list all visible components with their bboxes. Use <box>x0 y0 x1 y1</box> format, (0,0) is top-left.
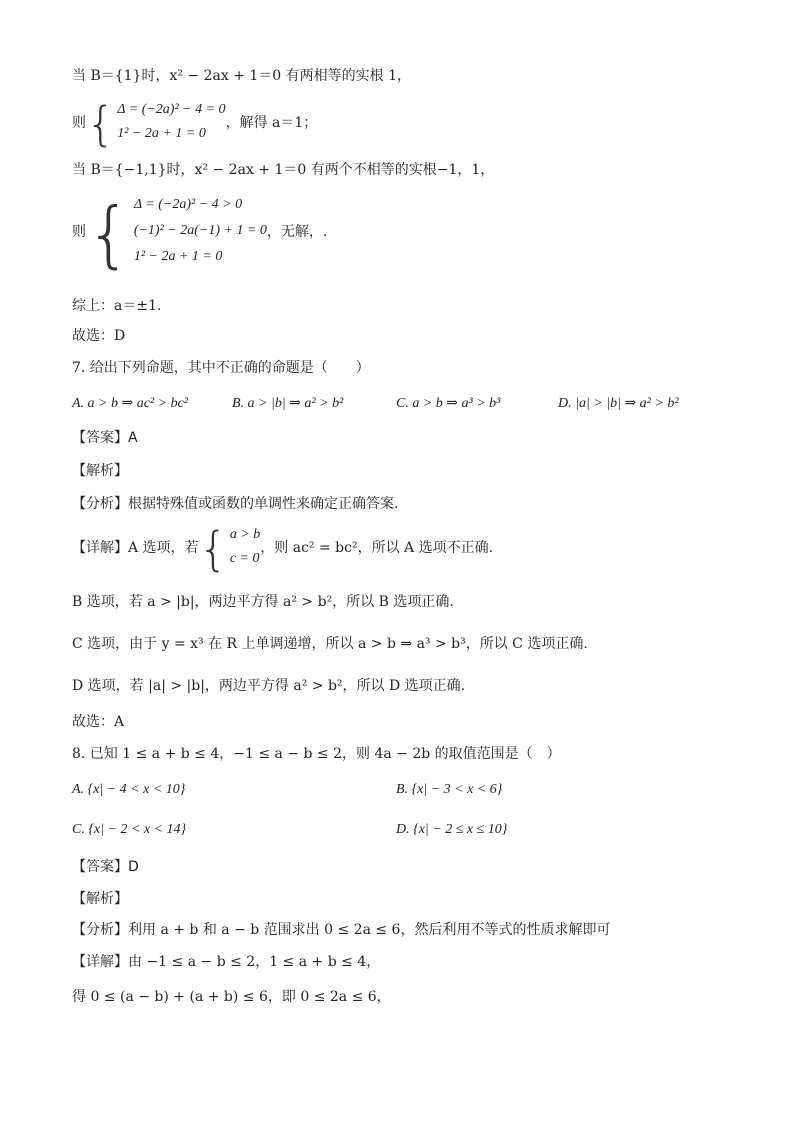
equation: c = 0 <box>229 551 260 566</box>
option-b: B. a > |b| ⇒ a² > b² <box>232 396 344 411</box>
text-fragment: 【详解】A 选项，若 <box>72 540 199 556</box>
text-line: 故选：A <box>72 714 125 730</box>
text-line: C 选项，由于 y = x³ 在 R 上单调递增，所以 a > b ⇒ a³ > b³，所以 C 选项正确. <box>72 636 588 652</box>
equation: Δ = (−2a)² − 4 = 0 <box>117 102 226 117</box>
equation: (−1)² − 2a(−1) + 1 = 0 <box>133 223 267 238</box>
detail-system <box>72 522 494 576</box>
analysis-text: 【分析】根据特殊值或函数的单调性来确定正确答案. <box>72 496 399 512</box>
question-stem: 7. 给出下列命题，其中不正确的命题是（ ） <box>72 360 370 376</box>
equation-cases <box>230 525 260 569</box>
text-line: 当 B＝{1}时，x² − 2ax + 1＝0 有两相等的实根 1， <box>72 68 412 84</box>
equation-system <box>72 192 328 276</box>
answer-label: 【答案】D <box>72 859 139 875</box>
text-fragment: ，解得 a＝1； <box>225 115 318 131</box>
answer-label: 【答案】A <box>72 430 138 446</box>
equation: 1² − 2a + 1 = 0 <box>133 249 223 264</box>
analysis-label: 【解析】 <box>72 891 128 907</box>
text-fragment: 则 <box>72 115 86 131</box>
analysis-text: 【分析】利用 a + b 和 a − b 范围求出 0 ≤ 2a ≤ 6，然后利用不等式的性质求解即可 <box>72 922 611 938</box>
equation: 1² − 2a + 1 = 0 <box>117 126 206 141</box>
option-a: A. {x| − 4 < x < 10} <box>72 782 186 797</box>
option-d: D. {x| − 2 ≤ x ≤ 10} <box>396 822 508 837</box>
equation-system <box>72 97 318 151</box>
analysis-label: 【解析】 <box>72 463 128 479</box>
option-b: B. {x| − 3 < x < 6} <box>396 782 503 797</box>
option-c: C. a > b ⇒ a³ > b³ <box>396 396 501 411</box>
option-a: A. a > b ⇒ ac² > bc² <box>72 396 188 411</box>
option-c: C. {x| − 2 < x < 14} <box>72 822 187 837</box>
text-line: 故选：D <box>72 328 126 344</box>
equation-cases <box>117 100 225 144</box>
equation: a > b <box>229 527 261 542</box>
text-fragment: ，无解，. <box>266 224 328 240</box>
text-fragment: 则 <box>72 224 86 240</box>
option-d: D. |a| > |b| ⇒ a² > b² <box>558 396 679 411</box>
text-fragment: ，则 ac² = bc²，所以 A 选项不正确. <box>260 540 494 556</box>
text-line: 综上：a＝±1. <box>72 298 162 314</box>
text-line: 得 0 ≤ (a − b) + (a + b) ≤ 6，即 0 ≤ 2a ≤ 6， <box>72 989 391 1005</box>
left-brace: { <box>86 192 132 276</box>
left-brace: { <box>86 97 116 151</box>
left-brace: { <box>198 522 228 576</box>
text-line: 【详解】由 −1 ≤ a − b ≤ 2，1 ≤ a + b ≤ 4， <box>72 954 381 970</box>
text-line: B 选项，若 a > |b|，两边平方得 a² > b²，所以 B 选项正确. <box>72 594 454 610</box>
text-line: D 选项，若 |a| > |b|，两边平方得 a² > b²，所以 D 选项正确. <box>72 678 466 694</box>
question-stem: 8. 已知 1 ≤ a + b ≤ 4，−1 ≤ a − b ≤ 2，则 4a − 2b 的取值范围是（ ） <box>72 746 561 762</box>
text-line: 当 B＝{−1,1}时，x² − 2ax + 1＝0 有两个不相等的实根−1，1， <box>72 162 495 178</box>
equation: Δ = (−2a)² − 4 > 0 <box>133 197 243 212</box>
equation-cases <box>134 195 267 267</box>
